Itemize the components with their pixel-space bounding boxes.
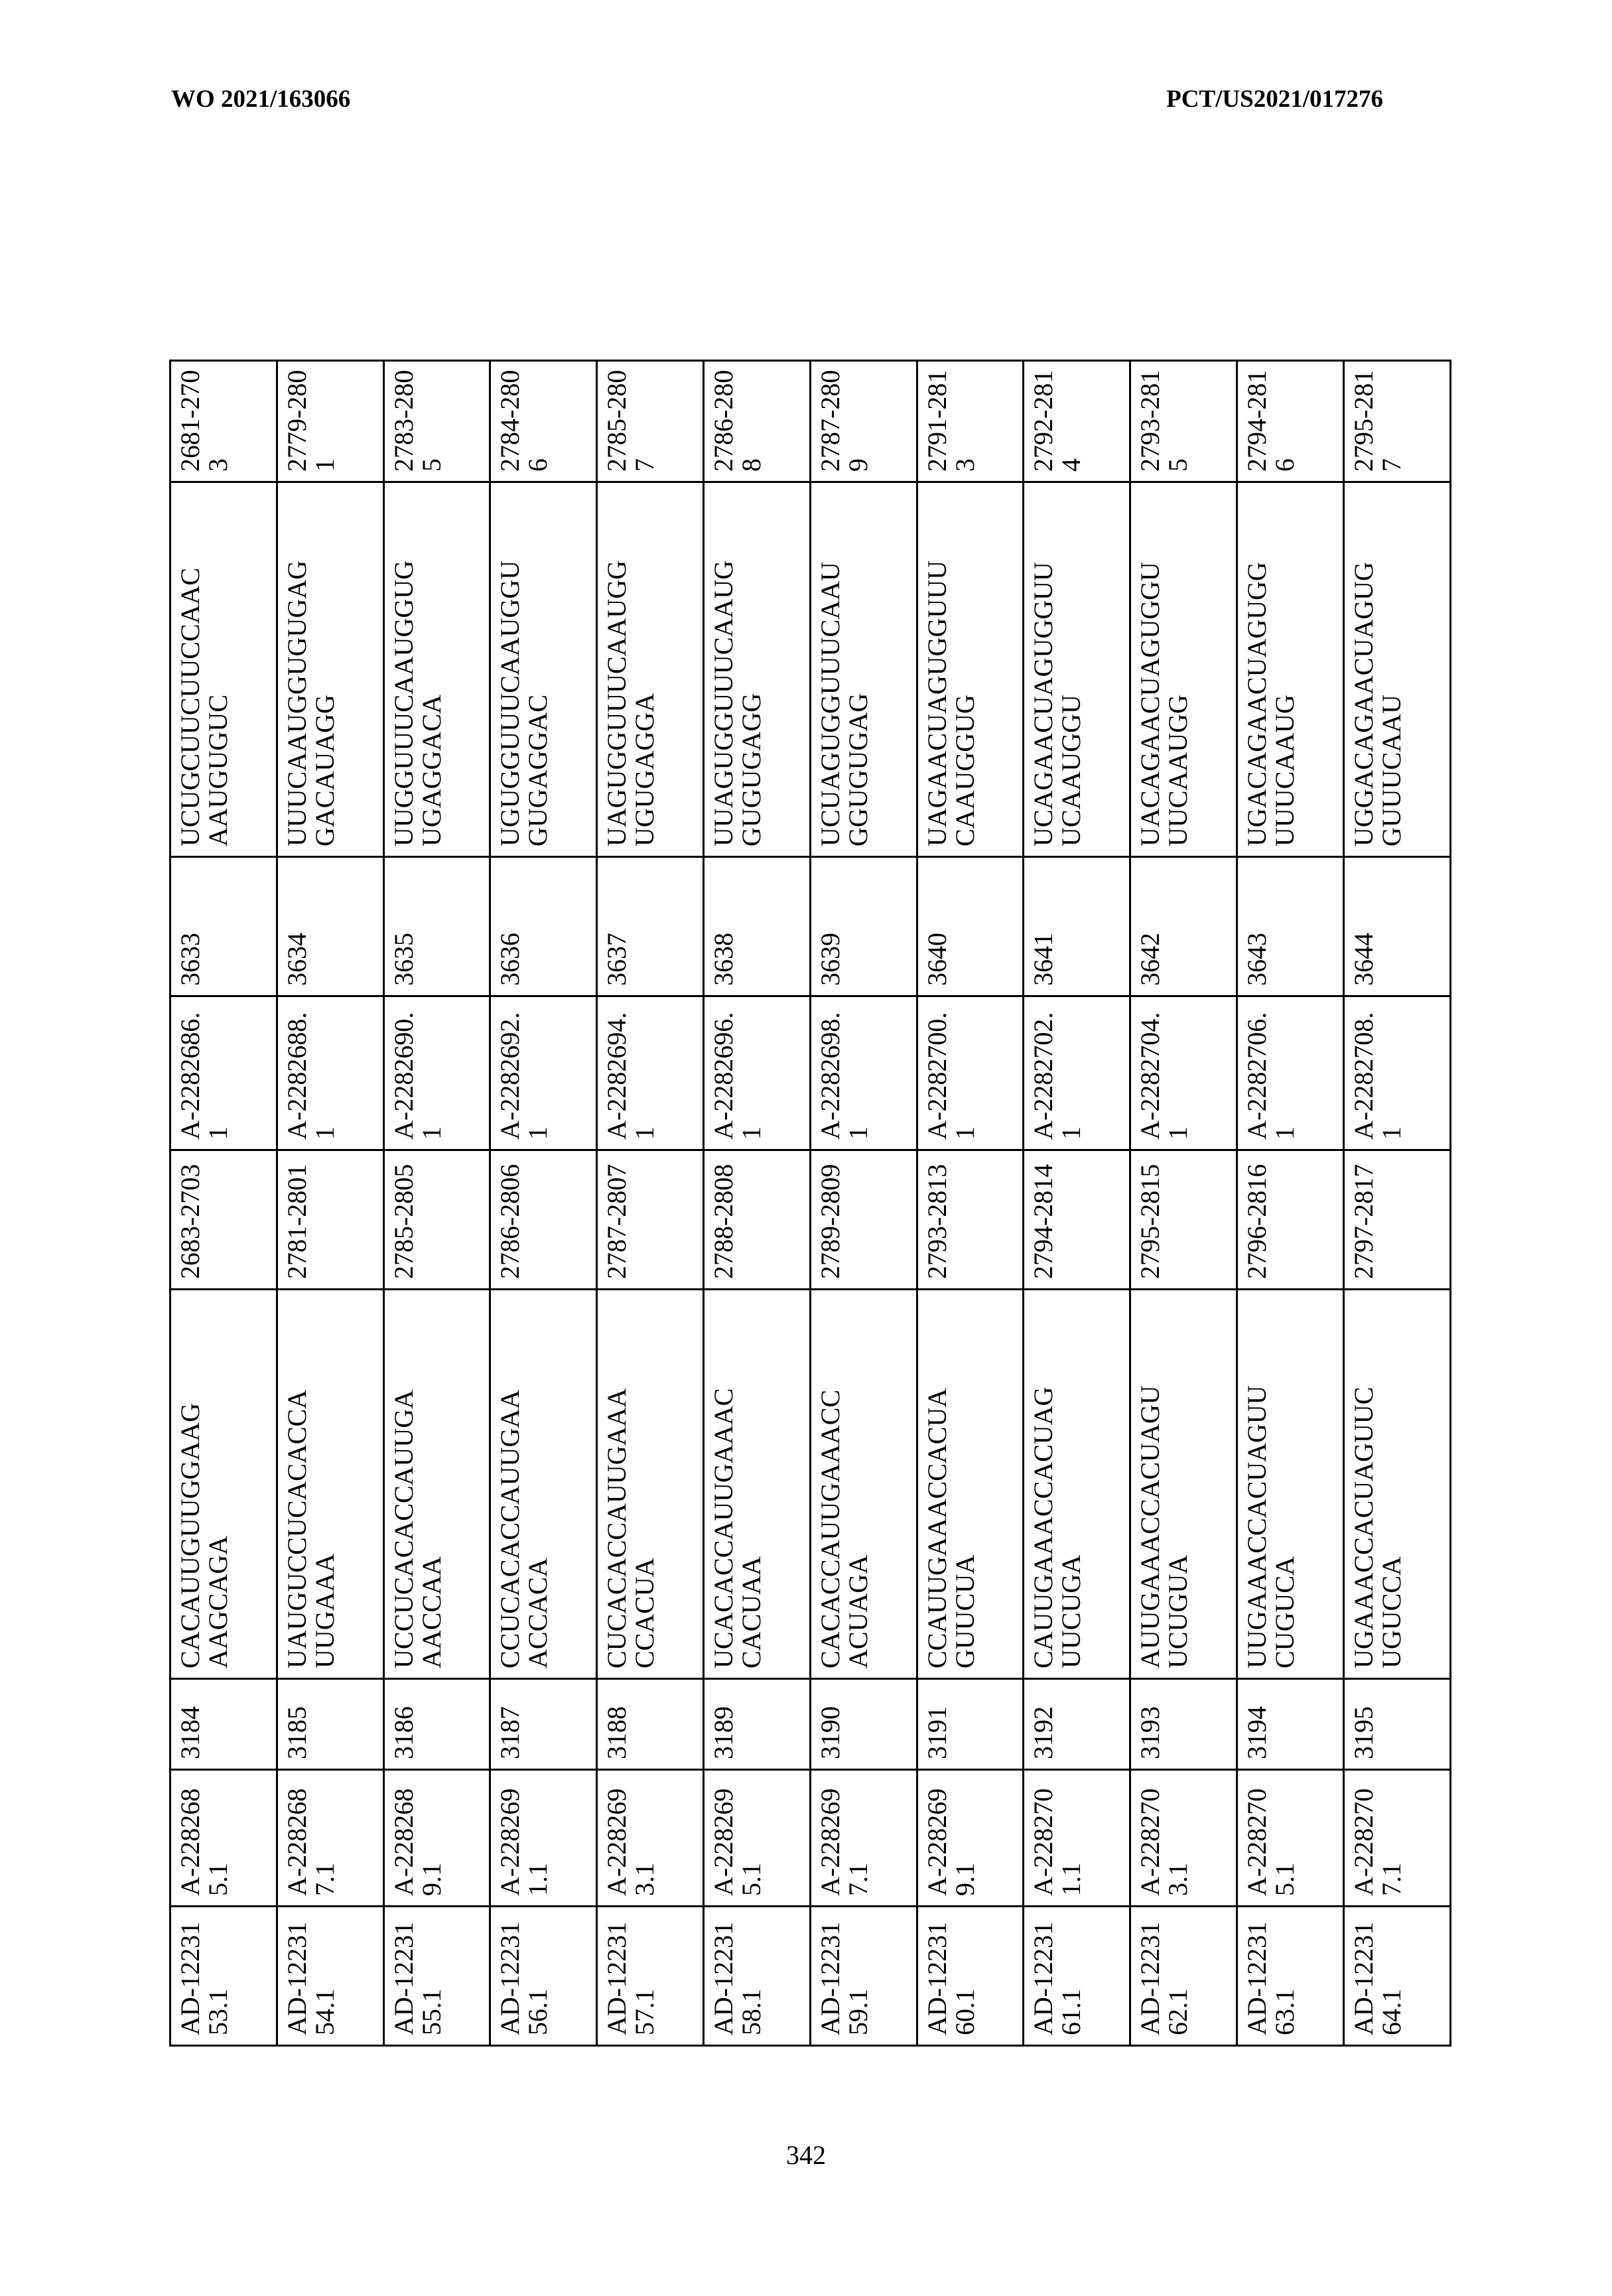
antisense-sequence-cell: UCUAGUGGUUUCAAU GGUGUGAG — [810, 482, 917, 857]
antisense-sequence-cell: UGACAGAACUAGUGG UUUCAAUG — [1237, 482, 1343, 857]
sense-oligo-id-cell: A-2282687.1 — [277, 1770, 383, 1907]
antisense-sequence-cell: UUAGUGGUUUCAAUG GUGUGAGG — [703, 482, 810, 857]
sense-seq-id-cell: 3190 — [810, 1679, 917, 1770]
duplex-id-cell: AD-1223154.1 — [277, 1907, 383, 2046]
sense-oligo-id-cell: A-2282703.1 — [1130, 1770, 1237, 1907]
antisense-seq-id-cell: 3644 — [1343, 857, 1450, 996]
antisense-range-cell: 2681-2703 — [170, 361, 277, 482]
sense-oligo-id-cell: A-2282689.1 — [383, 1770, 490, 1907]
sense-range-cell: 2781-2801 — [277, 1150, 383, 1290]
antisense-sequence-cell: UGUGGUUUCAAUGGU GUGAGGAC — [490, 482, 597, 857]
antisense-oligo-id-cell: A-2282696.1 — [703, 996, 810, 1150]
sense-sequence-cell: CACACCAUUGAAACC ACUAGA — [810, 1290, 917, 1679]
table-row — [703, 361, 810, 2046]
page-number: 342 — [0, 2139, 1612, 2171]
sense-sequence-cell: UCACACCAUUGAAAC CACUAA — [703, 1290, 810, 1679]
sense-oligo-id-cell: A-2282697.1 — [810, 1770, 917, 1907]
duplex-id-cell: AD-1223159.1 — [810, 1907, 917, 2046]
table-row — [917, 361, 1024, 2046]
antisense-oligo-id-cell: A-2282700.1 — [917, 996, 1024, 1150]
sense-range-cell: 2786-2806 — [490, 1150, 597, 1290]
sense-oligo-id-cell: A-2282707.1 — [1343, 1770, 1450, 1907]
sense-seq-id-cell: 3194 — [1237, 1679, 1343, 1770]
antisense-seq-id-cell: 3636 — [490, 857, 597, 996]
sense-oligo-id-cell: A-2282685.1 — [170, 1770, 277, 1907]
sense-sequence-cell: CACAUUGUUGGAAG AAGCAGA — [170, 1290, 277, 1679]
sense-range-cell: 2797-2817 — [1343, 1150, 1450, 1290]
sense-seq-id-cell: 3185 — [277, 1679, 383, 1770]
table-row — [1237, 361, 1343, 2046]
antisense-oligo-id-cell: A-2282692.1 — [490, 996, 597, 1150]
duplex-id-cell: AD-1223162.1 — [1130, 1907, 1237, 2046]
antisense-sequence-cell: UCAGAACUAGUGGUU UCAAUGGU — [1024, 482, 1130, 857]
application-number: PCT/US2021/017276 — [1166, 85, 1383, 113]
table-row — [597, 361, 704, 2046]
publication-number: WO 2021/163066 — [171, 85, 350, 113]
duplex-id-cell: AD-1223156.1 — [490, 1907, 597, 2046]
duplex-id-cell: AD-1223158.1 — [703, 1907, 810, 2046]
sense-seq-id-cell: 3189 — [703, 1679, 810, 1770]
antisense-range-cell: 2793-2815 — [1130, 361, 1237, 482]
antisense-oligo-id-cell: A-2282688.1 — [277, 996, 383, 1150]
antisense-oligo-id-cell: A-2282694.1 — [597, 996, 704, 1150]
sense-range-cell: 2794-2814 — [1024, 1150, 1130, 1290]
antisense-sequence-cell: UCUGCUUCUUCCAAC AAUGUGUC — [170, 482, 277, 857]
antisense-sequence-cell: UACAGAACUAGUGGU UUCAAUGG — [1130, 482, 1237, 857]
antisense-oligo-id-cell: A-2282706.1 — [1237, 996, 1343, 1150]
sense-oligo-id-cell: A-2282699.1 — [917, 1770, 1024, 1907]
antisense-range-cell: 2787-2809 — [810, 361, 917, 482]
antisense-range-cell: 2792-2814 — [1024, 361, 1130, 482]
sense-oligo-id-cell: A-2282691.1 — [490, 1770, 597, 1907]
sense-sequence-cell: CUCACACCAUUGAAA CCACUA — [597, 1290, 704, 1679]
antisense-range-cell: 2779-2801 — [277, 361, 383, 482]
table-row — [1130, 361, 1237, 2046]
antisense-sequence-cell: UAGAACUAGUGGUUU CAAUGGUG — [917, 482, 1024, 857]
antisense-range-cell: 2786-2808 — [703, 361, 810, 482]
sense-oligo-id-cell: A-2282701.1 — [1024, 1770, 1130, 1907]
antisense-seq-id-cell: 3643 — [1237, 857, 1343, 996]
antisense-sequence-cell: UUGGUUUCAAUGGUG UGAGGACA — [383, 482, 490, 857]
antisense-seq-id-cell: 3639 — [810, 857, 917, 996]
antisense-seq-id-cell: 3641 — [1024, 857, 1130, 996]
sense-seq-id-cell: 3191 — [917, 1679, 1024, 1770]
sense-oligo-id-cell: A-2282695.1 — [703, 1770, 810, 1907]
sense-range-cell: 2788-2808 — [703, 1150, 810, 1290]
sense-seq-id-cell: 3195 — [1343, 1679, 1450, 1770]
duplex-id-cell: AD-1223153.1 — [170, 1907, 277, 2046]
sense-sequence-cell: CAUUGAAACCACUAG UUCUGA — [1024, 1290, 1130, 1679]
antisense-oligo-id-cell: A-2282686.1 — [170, 996, 277, 1150]
antisense-oligo-id-cell: A-2282704.1 — [1130, 996, 1237, 1150]
antisense-oligo-id-cell: A-2282698.1 — [810, 996, 917, 1150]
antisense-range-cell: 2785-2807 — [597, 361, 704, 482]
sense-range-cell: 2796-2816 — [1237, 1150, 1343, 1290]
table-row — [1024, 361, 1130, 2046]
sense-range-cell: 2683-2703 — [170, 1150, 277, 1290]
antisense-sequence-cell: UGGACAGAACUAGUG GUUUCAAU — [1343, 482, 1450, 857]
antisense-oligo-id-cell: A-2282708.1 — [1343, 996, 1450, 1150]
table-row — [490, 361, 597, 2046]
antisense-range-cell: 2791-2813 — [917, 361, 1024, 482]
sense-sequence-cell: UCCUCACACCAUUGA AACCAA — [383, 1290, 490, 1679]
sense-oligo-id-cell: A-2282705.1 — [1237, 1770, 1343, 1907]
antisense-range-cell: 2794-2816 — [1237, 361, 1343, 482]
sense-seq-id-cell: 3186 — [383, 1679, 490, 1770]
sense-sequence-cell: UGAAACCACUAGUUC UGUCCA — [1343, 1290, 1450, 1679]
duplex-id-cell: AD-1223155.1 — [383, 1907, 490, 2046]
table-row — [383, 361, 490, 2046]
table-row — [277, 361, 383, 2046]
sense-range-cell: 2789-2809 — [810, 1150, 917, 1290]
sense-range-cell: 2787-2807 — [597, 1150, 704, 1290]
antisense-range-cell: 2784-2806 — [490, 361, 597, 482]
sense-seq-id-cell: 3188 — [597, 1679, 704, 1770]
antisense-oligo-id-cell: A-2282690.1 — [383, 996, 490, 1150]
antisense-seq-id-cell: 3633 — [170, 857, 277, 996]
sense-oligo-id-cell: A-2282693.1 — [597, 1770, 704, 1907]
sense-sequence-cell: CCUCACACCAUUGAA ACCACA — [490, 1290, 597, 1679]
sense-seq-id-cell: 3184 — [170, 1679, 277, 1770]
antisense-sequence-cell: UUUCAAUGGUGUGAG GACAUAGG — [277, 482, 383, 857]
antisense-seq-id-cell: 3634 — [277, 857, 383, 996]
sequence-table — [169, 360, 1451, 2047]
duplex-id-cell: AD-1223160.1 — [917, 1907, 1024, 2046]
duplex-id-cell: AD-1223163.1 — [1237, 1907, 1343, 2046]
antisense-range-cell: 2783-2805 — [383, 361, 490, 482]
antisense-range-cell: 2795-2817 — [1343, 361, 1450, 482]
sense-range-cell: 2785-2805 — [383, 1150, 490, 1290]
antisense-oligo-id-cell: A-2282702.1 — [1024, 996, 1130, 1150]
antisense-seq-id-cell: 3635 — [383, 857, 490, 996]
sense-range-cell: 2793-2813 — [917, 1150, 1024, 1290]
duplex-id-cell: AD-1223161.1 — [1024, 1907, 1130, 2046]
duplex-id-cell: AD-1223157.1 — [597, 1907, 704, 2046]
sense-sequence-cell: AUUGAAACCACUAGU UCUGUA — [1130, 1290, 1237, 1679]
sense-sequence-cell: CCAUUGAAACCACUA GUUCUA — [917, 1290, 1024, 1679]
antisense-sequence-cell: UAGUGGUUUCAAUGG UGUGAGGA — [597, 482, 704, 857]
table-row — [170, 361, 277, 2046]
sense-seq-id-cell: 3192 — [1024, 1679, 1130, 1770]
table-row — [1343, 361, 1450, 2046]
table-row — [810, 361, 917, 2046]
antisense-seq-id-cell: 3637 — [597, 857, 704, 996]
rotated-table-wrapper — [169, 362, 1449, 2047]
antisense-seq-id-cell: 3642 — [1130, 857, 1237, 996]
sense-sequence-cell: UAUGUCCUCACACCA UUGAAA — [277, 1290, 383, 1679]
antisense-seq-id-cell: 3640 — [917, 857, 1024, 996]
duplex-id-cell: AD-1223164.1 — [1343, 1907, 1450, 2046]
antisense-seq-id-cell: 3638 — [703, 857, 810, 996]
sense-seq-id-cell: 3193 — [1130, 1679, 1237, 1770]
sense-seq-id-cell: 3187 — [490, 1679, 597, 1770]
sense-range-cell: 2795-2815 — [1130, 1150, 1237, 1290]
sense-sequence-cell: UUGAAACCACUAGUU CUGUCA — [1237, 1290, 1343, 1679]
